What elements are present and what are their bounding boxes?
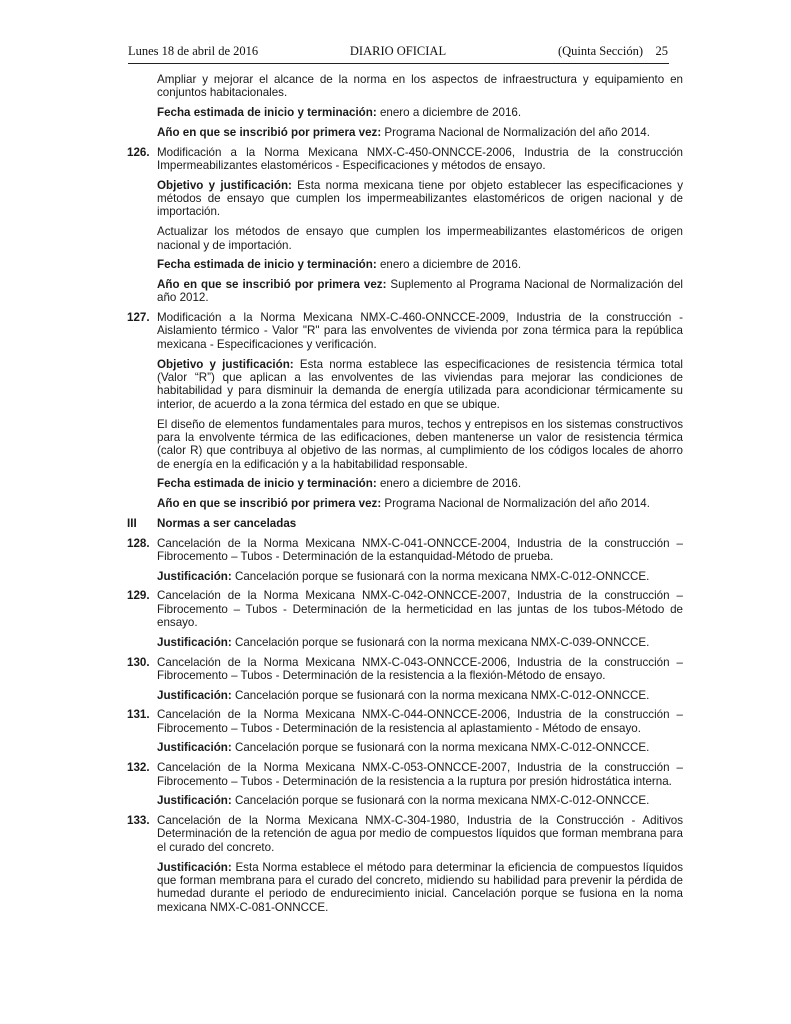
fecha-value: enero a diciembre de 2016.: [376, 106, 522, 120]
fecha-value: enero a diciembre de 2016.: [376, 477, 522, 491]
justificacion-value: Cancelación porque se fusionará con la norma mexicana NMX-C-012-ONNCCE.: [231, 741, 650, 755]
justificacion-value: Cancelación porque se fusionará con la norma mexicana NMX-C-012-ONNCCE.: [231, 569, 650, 583]
intro-anio: [127, 126, 683, 139]
item-number: 130.: [127, 655, 150, 669]
item-number: 129.: [127, 589, 150, 603]
header-section-page: [558, 44, 668, 59]
objetivo-value: Esta norma establece las especificaciones de resistencia térmica total (Valor “R”) que aplican a las envolventes de las viviendas para mejorar las condiciones de habitabilidad y para disminuir la demanda de energía utilizada para acondicionar térmicamente su interior, de acuerdo a la zona térmica del estado en que se ubique.: [157, 357, 683, 411]
intro-fecha: [127, 106, 683, 119]
fecha-value: enero a diciembre de 2016.: [376, 258, 522, 272]
justificacion-value: Esta Norma establece el método para determinar la eficiencia de compuestos líquidos que forman membrana para el curado del concreto, midiendo su habilidad para prevenir la pérdida de humedad durante el periodo de endurecimiento inicial. Cancelación porque se fusiona en la noma mexicana NMX-C-081-ONNCCE.: [157, 860, 683, 914]
justificacion-value: Cancelación porque se fusionará con la norma mexicana NMX-C-039-ONNCCE.: [231, 635, 650, 649]
document-body: [127, 73, 683, 914]
anio-label: Año en que se inscribió por primera vez:: [157, 497, 382, 511]
item-127-anio: [127, 497, 683, 510]
intro-paragraph: Ampliar y mejorar el alcance de la norma en los aspectos de infraestructura y equipamiento en conjuntos habitacionales.: [157, 73, 683, 100]
item-132-justificacion: [127, 794, 683, 807]
item-127-extra: El diseño de elementos fundamentales para muros, techos y entrepisos en los sistemas constructivos para la envolvente térmica de las edificaciones, deben mantenerse un valor de resistencia térmica (calor R) que contribuya al objetivo de las normas, al cumplimiento de los códigos locales de ahorro de energía en la edificación y a la habitabilidad responsable.: [157, 417, 683, 471]
item-132-title: [127, 761, 683, 788]
anio-label: Año en que se inscribió por primera vez:: [157, 125, 382, 139]
item-title: Cancelación de la Norma Mexicana NMX-C-304-1980, Industria de la Construcción - Aditivos Determinación de la retención de agua por medio de compuestos líquidos que forman membrana para el curado del concreto.: [157, 814, 683, 854]
item-131-justificacion: [127, 741, 683, 754]
item-number: 127.: [127, 311, 150, 325]
item-130-title: [127, 656, 683, 683]
justificacion-label: Justificación:: [157, 860, 232, 874]
header-date: Lunes 18 de abril de 2016: [128, 44, 259, 58]
justificacion-label: Justificación:: [157, 688, 232, 702]
header-title: DIARIO OFICIAL: [349, 44, 447, 58]
item-title: Cancelación de la Norma Mexicana NMX-C-041-ONNCCE-2004, Industria de la construcción – Fibrocemento – Tubos - Determinación de la estanquidad-Método de prueba.: [157, 536, 683, 563]
item-127-fecha: [127, 477, 683, 490]
justificacion-label: Justificación:: [157, 794, 232, 808]
section-number: III: [127, 516, 137, 530]
item-title: Cancelación de la Norma Mexicana NMX-C-053-ONNCCE-2007, Industria de la construcción – Fibrocemento – Tubos - Determinación de la resistencia a la ruptura por presión hidrostática interna.: [157, 761, 683, 788]
item-title: Modificación a la Norma Mexicana NMX-C-450-ONNCCE-2006, Industria de la construcción Impermeabilizantes elastoméricos - Especificaciones y métodos de ensayo.: [157, 145, 683, 172]
item-133-justificacion: [127, 861, 683, 915]
item-title: Cancelación de la Norma Mexicana NMX-C-044-ONNCCE-2006, Industria de la construcción – Fibrocemento – Tubos - Determinación de la resistencia al aplastamiento - Método de ensayo.: [157, 708, 683, 735]
item-number: 133.: [127, 814, 150, 827]
item-126-objetivo: [127, 179, 683, 219]
item-127-title: [127, 311, 683, 351]
item-130-justificacion: [127, 689, 683, 702]
item-title: Cancelación de la Norma Mexicana NMX-C-043-ONNCCE-2006, Industria de la construcción – Fibrocemento – Tubos - Determinación de la resistencia a la flexión-Método de ensayo.: [157, 655, 683, 682]
item-title: Cancelación de la Norma Mexicana NMX-C-042-ONNCCE-2007, Industria de la construcción – Fibrocemento – Tubos - Determinación de la hermeticidad en las juntas de los tubos-Método de ensayo.: [157, 589, 683, 630]
item-129-justificacion: [127, 636, 683, 649]
justificacion-label: Justificación:: [157, 635, 232, 649]
item-129-title: [127, 589, 683, 629]
section-heading: [127, 517, 683, 530]
item-number: 128.: [127, 536, 150, 550]
fecha-label: Fecha estimada de inicio y terminación:: [157, 258, 377, 272]
justificacion-value: Cancelación porque se fusionará con la norma mexicana NMX-C-012-ONNCCE.: [231, 794, 650, 808]
item-131-title: [127, 708, 683, 735]
anio-label: Año en que se inscribió por primera vez:: [157, 277, 387, 291]
item-127-objetivo: [127, 358, 683, 412]
item-128-justificacion: [127, 570, 683, 583]
objetivo-label: Objetivo y justificación:: [157, 178, 292, 192]
justificacion-label: Justificación:: [157, 741, 232, 755]
item-126-extra: Actualizar los métodos de ensayo que cumplen los impermeabilizantes elastoméricos de origen nacional y de importación.: [157, 225, 683, 252]
section-title: Normas a ser canceladas: [157, 516, 297, 530]
item-126-fecha: [127, 258, 683, 271]
item-number: 131.: [127, 708, 150, 722]
header-page-number: 25: [655, 44, 668, 58]
item-128-title: [127, 537, 683, 564]
header-section: (Quinta Sección): [557, 44, 643, 58]
justificacion-label: Justificación:: [157, 569, 232, 583]
anio-value: Programa Nacional de Normalización del año 2014.: [381, 125, 650, 139]
anio-value: Programa Nacional de Normalización del año 2014.: [381, 497, 650, 511]
item-number: 126.: [127, 145, 150, 159]
item-126-anio: [127, 278, 683, 305]
header-rule: [128, 63, 669, 64]
item-133-title: [127, 814, 683, 854]
anio-value: Suplemento al Programa Nacional de Normalización del año 2012.: [157, 277, 683, 305]
item-number: 132.: [127, 761, 150, 775]
objetivo-label: Objetivo y justificación:: [157, 357, 294, 371]
page-header: [128, 44, 668, 60]
item-title: Modificación a la Norma Mexicana NMX-C-460-ONNCCE-2009, Industria de la construcción - Aislamiento térmico - Valor "R" para las envolventes de vivienda por zona térmica para la república mexicana - Especificaciones y verificación.: [157, 311, 683, 351]
objetivo-value: Esta norma mexicana tiene por objeto establecer las especificaciones y métodos de ensayo que cumplen los impermeabilizantes elastoméricos de origen nacional y de importación.: [157, 178, 683, 219]
fecha-label: Fecha estimada de inicio y terminación:: [157, 477, 377, 491]
item-126-title: [127, 146, 683, 173]
justificacion-value: Cancelación porque se fusionará con la norma mexicana NMX-C-012-ONNCCE.: [231, 688, 650, 702]
fecha-label: Fecha estimada de inicio y terminación:: [157, 106, 377, 120]
